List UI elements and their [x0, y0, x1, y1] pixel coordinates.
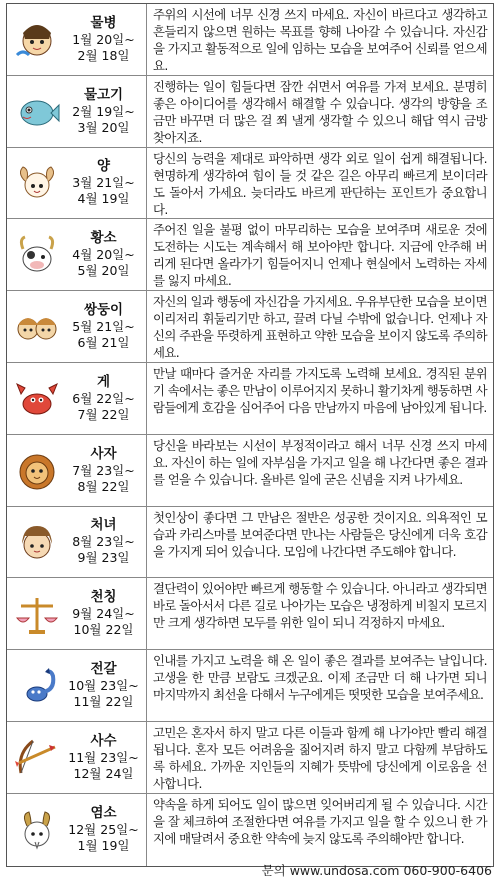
horoscope-text: 자신의 일과 행동에 자신감을 가지세요. 우유부단한 모습을 보이면 이리저리 휘둘리기만 하고, 끌려 다닐 수밖에 없습니다. 언제나 자신의 주관을 뚜렷하게 표현하고 약한 모습을 보이지 않도록 주의하세요.	[153, 294, 487, 361]
sign-info	[61, 302, 146, 351]
horoscope-text: 고민은 혼자서 하지 말고 다른 이들과 함께 해 나가야만 빨리 해결됩니다. 혼자 모든 어려움을 짊어지려 하지 말고 다함께 부담하도록 하세요. 가까운 지인들의 지혜가 뜻밖에 당신에게 이로움을 선사합니다.	[153, 724, 487, 791]
sign-name: 게	[96, 373, 111, 390]
horoscope-table	[6, 3, 494, 867]
scorpio-icon	[13, 662, 61, 710]
sign-row	[7, 435, 493, 507]
libra-icon	[13, 590, 61, 638]
sign-cell	[7, 507, 147, 578]
sign-cell	[7, 794, 147, 866]
contact-footer: 문의 www.undosa.com 060-900-6406	[261, 863, 492, 878]
sign-name: 황소	[90, 230, 117, 247]
sign-row	[7, 507, 493, 579]
sign-row	[7, 578, 493, 650]
sign-info	[61, 446, 146, 495]
horoscope-text: 진행하는 일이 힘들다면 잠깐 쉬면서 여유를 가져 보세요. 분명히 좋은 아이디어를 생각해서 해결할 수 있습니다. 생각의 방향을 조금만 바꾸면 더 많은 걸 쬐 낼게 생각할 수 있으니 해답 역시 금방 찾아지죠.	[153, 78, 487, 145]
date-start: 1월 20일~	[72, 31, 135, 47]
sign-info	[61, 661, 146, 710]
sign-info	[61, 805, 146, 854]
sign-info	[61, 230, 146, 279]
sign-cell	[7, 148, 147, 219]
date-start: 11월 23일~	[68, 749, 139, 765]
horoscope-text: 인내를 가지고 노력을 해 온 일이 좋은 결과를 보여주는 날입니다. 고생을 한 만큼 보람도 크겠군요. 이제 조금만 더 해 나가면 되니 마지막까지 최선을 다해서 누구에게든 떳떳한 모습을 보여주세요.	[153, 653, 487, 703]
cancer-icon	[13, 374, 61, 422]
sign-row	[7, 291, 493, 363]
sign-cell	[7, 363, 147, 434]
date-end: 11월 22일	[73, 694, 134, 710]
sign-row	[7, 650, 493, 722]
horoscope-text: 당신의 능력을 제대로 파악하면 생각 외로 일이 쉽게 해결됩니다. 현명하게 생각하여 힘이 들 것 같은 길은 아무리 빠르게 보이더라도 돌아서 가세요. 늦더라도 바르게 판단하는 포인트가 중요합니다.	[153, 150, 487, 217]
sign-info	[61, 15, 146, 64]
date-end: 1월 19일	[77, 838, 130, 854]
sign-cell	[7, 722, 147, 793]
sign-cell	[7, 650, 147, 721]
sign-row	[7, 4, 493, 76]
sign-name: 전갈	[90, 661, 117, 678]
horoscope-text: 약속을 하게 되어도 일이 많으면 잊어버리게 될 수 있습니다. 시간을 잘 체크하여 조절한다면 여유를 가지고 일을 할 수 있으니 한 가지에 매달려서 중요한 약속에 늦지 않도록 주의해야만 합니다.	[153, 796, 487, 846]
leo-icon	[13, 446, 61, 494]
date-start: 3월 21일~	[72, 175, 135, 191]
sign-name: 물고기	[83, 86, 124, 103]
gemini-icon	[13, 303, 61, 351]
sign-cell	[7, 76, 147, 147]
date-start: 9월 24일~	[72, 606, 135, 622]
horoscope-text: 당신을 바라보는 시선이 부정적이라고 해서 너무 신경 쓰지 마세요. 자신이 하는 일에 자부심을 가지고 일을 해 나간다면 좋은 결과를 얻을 수 있습니다. 올바른 일에 굳은 신념을 지켜 나가세요.	[153, 437, 487, 487]
sign-info	[61, 589, 146, 638]
date-end: 8월 22일	[77, 478, 130, 494]
sign-cell	[7, 435, 147, 506]
date-end: 6월 21일	[77, 335, 130, 351]
date-end: 3월 20일	[77, 119, 130, 135]
date-end: 4월 19일	[77, 191, 130, 207]
sign-cell	[7, 578, 147, 649]
sign-name: 양	[96, 158, 111, 175]
sign-name: 쌍둥이	[83, 302, 124, 319]
virgo-icon	[13, 518, 61, 566]
date-start: 8월 23일~	[72, 534, 135, 550]
date-start: 5월 21일~	[72, 319, 135, 335]
sign-info	[61, 87, 146, 136]
date-start: 7월 23일~	[72, 462, 135, 478]
sign-row	[7, 76, 493, 148]
sign-cell	[7, 291, 147, 362]
date-end: 12월 24일	[73, 765, 134, 781]
sign-cell	[7, 4, 147, 75]
date-end: 2월 18일	[77, 47, 130, 63]
sign-row	[7, 722, 493, 794]
sign-name: 처녀	[90, 517, 117, 534]
sign-cell	[7, 219, 147, 290]
sign-info	[61, 158, 146, 207]
date-start: 6월 22일~	[72, 390, 135, 406]
date-start: 12월 25일~	[68, 822, 139, 838]
aquarius-icon	[13, 15, 61, 63]
taurus-icon	[13, 231, 61, 279]
sagittarius-icon	[13, 733, 61, 781]
date-start: 2월 19일~	[72, 103, 135, 119]
sign-row	[7, 148, 493, 220]
date-end: 9월 23일	[77, 550, 130, 566]
sign-name: 염소	[90, 805, 117, 822]
date-start: 10월 23일~	[68, 678, 139, 694]
sign-row	[7, 363, 493, 435]
date-end: 10월 22일	[73, 622, 134, 638]
sign-info	[61, 374, 146, 423]
sign-name: 물병	[90, 14, 117, 31]
aries-icon	[13, 159, 61, 207]
horoscope-text: 주어진 일을 불평 없이 마무리하는 모습을 보여주며 새로운 것에 도전하는 시도는 계속해서 해 보아야만 합니다. 지금에 안주해 버리게 된다면 올라가기 힘들어지니 언제나 현실에서 노력하는 자세를 잃지 마세요.	[153, 222, 487, 289]
capricorn-icon	[13, 806, 61, 854]
pisces-icon	[13, 87, 61, 135]
sign-row	[7, 794, 493, 866]
sign-info	[61, 517, 146, 566]
horoscope-text: 만날 때마다 즐거운 자리를 가지도록 노력해 보세요. 경직된 분위기 속에서는 좋은 만남이 이루어지지 못하니 활기차게 행동하면 사람들에게 호감을 심어주어 다음 만남까지 마음에 남아있게 됩니다.	[153, 365, 487, 415]
sign-name: 천칭	[90, 589, 117, 606]
sign-row	[7, 219, 493, 291]
sign-name: 사자	[90, 445, 117, 462]
date-end: 5월 20일	[77, 263, 130, 279]
date-start: 4월 20일~	[72, 247, 135, 263]
date-end: 7월 22일	[77, 406, 130, 422]
horoscope-text: 주위의 시선에 너무 신경 쓰지 마세요. 자신이 바르다고 생각하고 흔들리지 않으면 원하는 목표를 향해 나아갈 수 있습니다. 자신감을 가지고 활동적으로 일에 임하는 모습을 보여주어 신뢰를 얻으세요.	[153, 7, 487, 73]
horoscope-text: 첫인상이 좋다면 그 만남은 절반은 성공한 것이지요. 의욕적인 모습과 카리스마를 보여준다면 만나는 사람들은 당신에게 더욱 호감을 가지게 되어 있습니다. 모임에 나간다면 주도해야 합니다.	[153, 509, 487, 559]
sign-info	[61, 733, 146, 782]
horoscope-text: 결단력이 있어야만 빠르게 행동할 수 있습니다. 아니라고 생각되면 바로 돌아서서 다른 길로 나아가는 모습은 냉정하게 비칠지 모르지만 크게 생각하면 모두를 위한 일이 되니 걱정하지 마세요.	[153, 581, 487, 631]
sign-name: 사수	[90, 732, 117, 749]
